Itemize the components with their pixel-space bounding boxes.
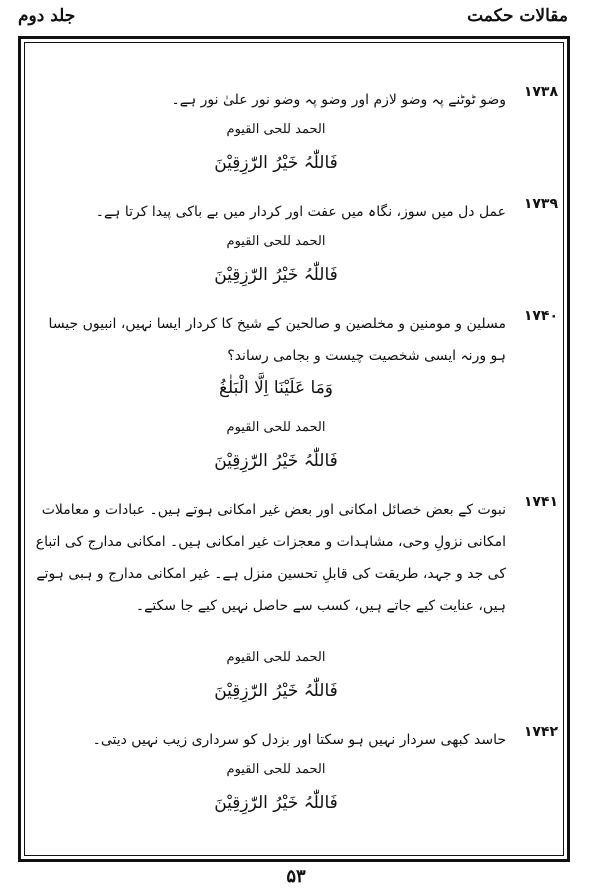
book-title: مقالات حکمت [467,6,568,26]
saying-entry [34,724,558,756]
entry-text: مسلین و مومنین و مخلصین و صالحین کے شیخ کا کردار ایسا نہیں، انبیوں جیسا ہو ورنہ ایسی شخصیت چیست و بجامی رساند؟ [48,316,506,364]
praise-line: الحمد للحی القیوم [226,234,326,249]
entry-number: ۱۷۴۰ [523,308,558,324]
entry-number: ۱۷۴۱ [523,494,558,510]
quran-verse: فَاللّٰہُ خَیْرُ الرّٰزِقِیْنَ [214,265,338,285]
entry-number: ۱۷۳۸ [523,84,558,100]
quran-verse: فَاللّٰہُ خَیْرُ الرّٰزِقِیْنَ [214,793,338,813]
volume-label: جلد دوم [18,6,76,26]
saying-entry [34,84,558,116]
entry-text: عمل دل میں سوز، نگاہ میں عفت اور کردار میں بے باکی پیدا کرتا ہے۔ [95,204,506,220]
quran-verse: فَاللّٰہُ خَیْرُ الرّٰزِقِیْنَ [214,153,338,173]
entry-number: ۱۷۴۲ [523,724,558,740]
quran-verse: وَمَا عَلَیْنَا اِلَّا الْبَلٰغُ [218,378,334,398]
entry-number: ۱۷۳۹ [523,196,558,212]
running-header [14,4,578,32]
praise-line: الحمد للحی القیوم [226,762,326,777]
page-number: ۵۳ [286,866,306,887]
saying-entry [34,308,558,372]
quran-verse: فَاللّٰہُ خَیْرُ الرّٰزِقِیْنَ [214,681,338,701]
quran-verse: فَاللّٰہُ خَیْرُ الرّٰزِقِیْنَ [214,451,338,471]
praise-line: الحمد للحی القیوم [226,420,326,435]
entry-text: وضو ٹوٹنے پہ وضو لازم اور وضو پہ وضو نور علیٰ نور ہے۔ [171,92,506,108]
entry-text: نبوت کے بعض خصائل امکانی اور بعض غیر امکانی ہوتے ہیں۔ عبادات و معاملات امکانی نزولِ وحی، مشاہدات و معجزات غیر امکانی ہیں۔ امکانی مدارج کی اتباع کی جد و جہد، طریقت کی قابلِ تحسین منزل ہے۔ غیر امکانی مدارج و ہبی ہوتے ہیں، عنایت کیے جاتے ہیں، کسب سے حاصل نہیں کیے جا سکتے۔ [35,502,506,614]
praise-line: الحمد للحی القیوم [226,650,326,665]
entry-text: حاسد کبھی سردار نہیں ہو سکتا اور بزدل کو سرداری زیب نہیں دیتی۔ [92,732,506,748]
saying-entry [34,494,558,622]
praise-line: الحمد للحی القیوم [226,122,326,137]
page-content [34,52,558,852]
saying-entry [34,196,558,228]
